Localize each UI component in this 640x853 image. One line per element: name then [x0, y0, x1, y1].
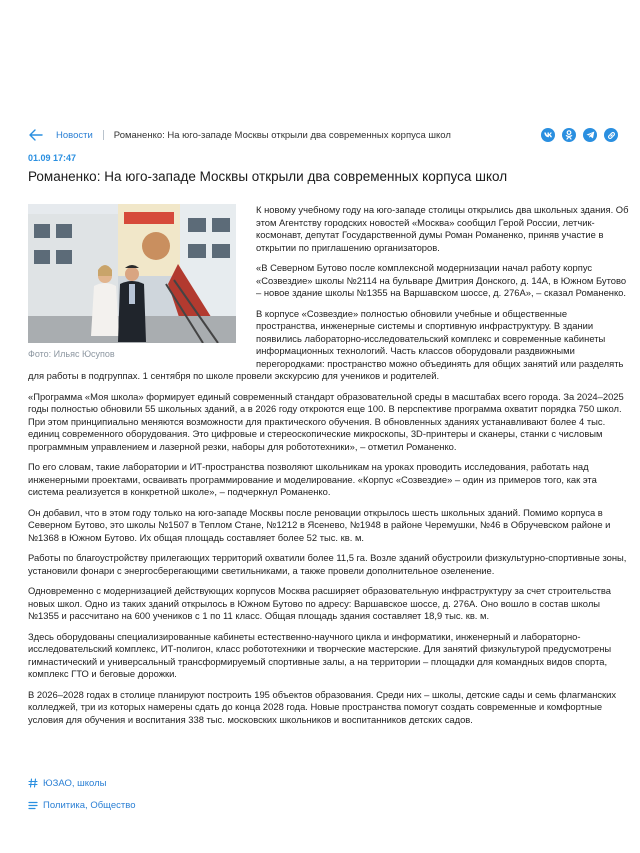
breadcrumb-current: Романенко: На юго-западе Москвы открыли два современных корпуса школ	[113, 129, 451, 141]
article-body	[28, 204, 630, 734]
article-paragraph: Одновременно с модернизацией действующих корпусов Москва расширяет образовательную инфраструктуру за счет строительства новых школ. Одно из таких зданий открылось в Южном Бутово по адресу: Варшавское шоссе, д. 276А. Оно вошло в состав школы №1355 и рассчитано на 600 учеников с 1 по 11 класс. Общая площадь здания составляет 18,9 тыс. кв. м.	[28, 585, 612, 621]
article-title: Романенко: На юго-западе Москвы открыли два современных корпуса школ	[28, 169, 508, 184]
breadcrumb-news-link[interactable]: Новости	[56, 129, 93, 141]
article-paragraph: «Программа «Моя школа» формирует единый современный стандарт образовательной среды в масштабах всего города. За 2024–2025 годы полностью обновили 55 школьных зданий, а в 2026 году откроются еще 100. В перспективе программа охватит порядка 750 школ. При этом принципиально меняются возможности для практического обучения. В обновленных зданиях устанавливают более 4 тыс. единиц современного оборудования. Это цифровые и стереоскопические микроскопы, 3D-принтеры и сканеры, станки с числовым программным управлением и лазерной резки, наборы для робототехники», – отметил Романенко.	[28, 390, 624, 452]
article-paragraph: По его словам, такие лаборатории и ИТ-пространства позволяют школьникам на уроках проводить исследования, работать над инженерными проектами, осваивать программирование и моделирование. «Корпус «Созвездие» – один из примеров того, как эта система реализуется в конкретной школе», – подчеркнул Романенко.	[28, 461, 597, 497]
vk-icon[interactable]	[541, 128, 555, 142]
hashtag-icon	[28, 778, 39, 789]
article-paragraph: В корпусе «Созвездие» полностью обновили учебные и общественные пространства, инженерные системы и спортивную инфраструктуру. В здании появились лабораторно-исследовательский комплекс и современные кабинеты информационных технологий. Часть классов оборудовали раздвижными перегородками: пространство можно объединять для общих занятий или разделять для работы в подгруппах. 1 сентября по школе провели экскурсию для учеников и родителей.	[28, 307, 624, 381]
article-tags	[28, 777, 136, 821]
tag-link-places[interactable]: ЮЗАО, школы	[43, 777, 107, 789]
article-figure	[28, 204, 243, 360]
breadcrumb-divider	[103, 130, 104, 140]
tag-link-rubrics[interactable]: Политика, Общество	[43, 799, 136, 811]
article-photo	[28, 204, 236, 343]
list-icon	[28, 800, 39, 811]
article-paragraph: «В Северном Бутово после комплексной модернизации начал работу корпус «Созвездие» школы №2114 на бульваре Дмитрия Донского, д. 14А, в Южном Бутово – новое здание школы №1355 на Варшавском шоссе, д. 276А», – сказал Романенко.	[256, 262, 627, 298]
photo-caption: Фото: Ильяс Юсупов	[28, 349, 115, 359]
article-paragraph: Работы по благоустройству прилегающих территорий охватили более 11,5 га. Возле зданий обустроили физкультурно-спортивные зоны, установили фонари с энергосберегающими светильниками, а также провели дополнительное озеленение.	[28, 552, 627, 576]
tag-row-rubrics	[28, 799, 136, 811]
back-arrow-icon[interactable]	[28, 127, 44, 143]
odnoklassniki-icon[interactable]	[562, 128, 576, 142]
tag-row-places	[28, 777, 136, 789]
article-datetime: 01.09 17:47	[28, 153, 77, 163]
copy-link-icon[interactable]	[604, 128, 618, 142]
share-buttons	[541, 128, 618, 142]
article-paragraph: Он добавил, что в этом году только на юго-западе Москвы после реновации открылось шесть школьных зданий. Помимо корпуса в Северном Бутово, это школы №1507 в Теплом Стане, №1212 в Ясенево, №1948 в районе Черемушки, №46 в Обручевском районе и №1368 в Южном Бутово. Их общая площадь составляет более 52 тыс. кв. м.	[28, 506, 611, 543]
telegram-icon[interactable]	[583, 128, 597, 142]
article-paragraph: Здесь оборудованы специализированные кабинеты естественно-научного цикла и информатики, инженерный и лабораторно-исследовательский комплекс, ИТ-полигон, класс робототехники и творческие мастерские. Для занятий физкультурой предусмотрены гимнастический и универсальный трансформируемый спортивные залы, а на территории – площадки для командных видов спорта, комплекс ГТО и беговые дорожки.	[28, 630, 612, 679]
article-paragraph: В 2026–2028 годах в столице планируют построить 195 объектов образования. Среди них – школы, детские сады и семь флагманских колледжей, три из которых намерены сдать до конца 2028 года. Новые пространства помогут создать современные и комфортные условия для обучения и воспитания 338 тыс. московских школьников и воспитанников детских садов.	[28, 688, 617, 725]
breadcrumb-bar	[28, 126, 618, 144]
article-paragraph: К новому учебному году на юго-западе столицы открылись два школьных здания. Об этом Агентству городских новостей «Москва» сообщил Герой России, летчик-космонавт, депутат Государственной думы Роман Романенко, приняв участие в открытии по приглашению организаторов.	[256, 204, 629, 253]
